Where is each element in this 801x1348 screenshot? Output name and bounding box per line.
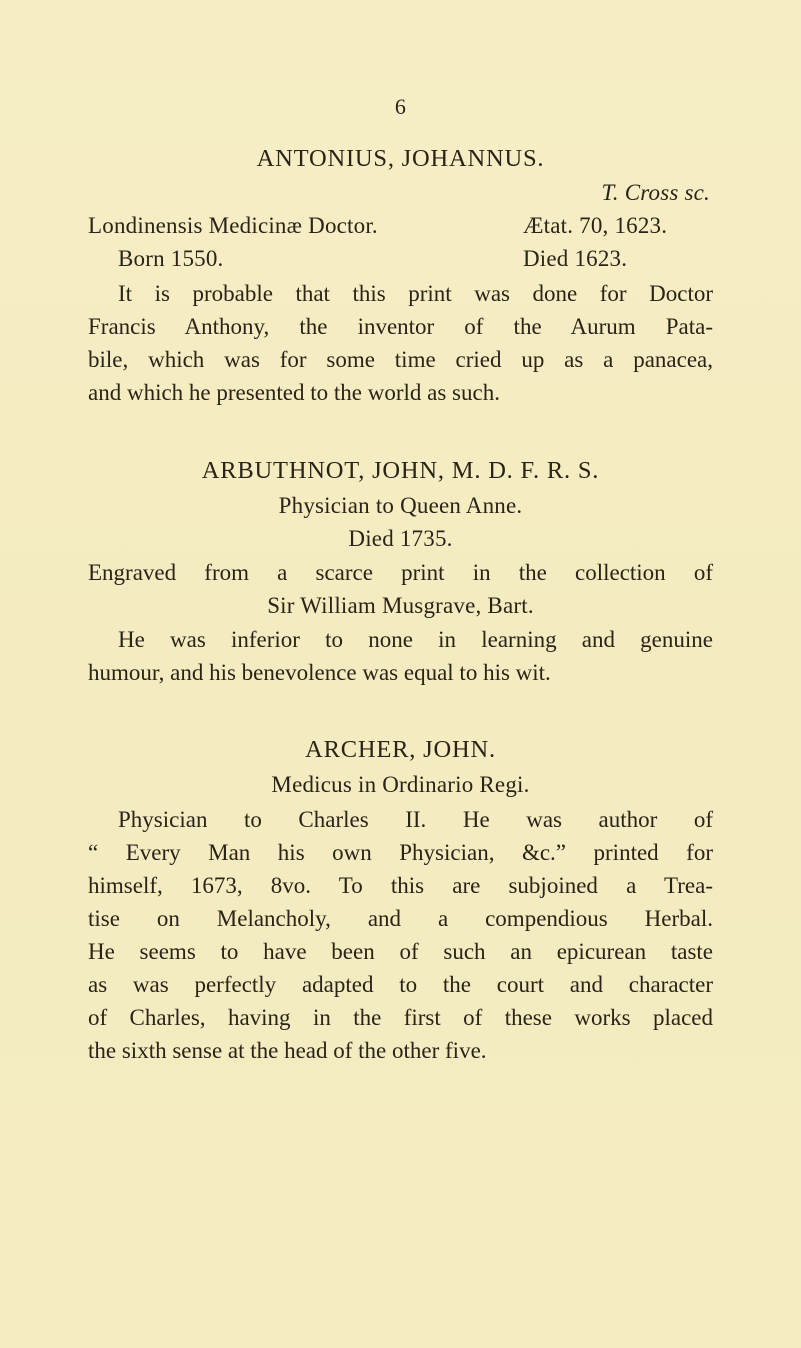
body-line: humour, and his benevolence was equal to his wit. (88, 660, 551, 685)
died-date: Died 1623. (523, 246, 628, 271)
page-number: 6 (394, 94, 407, 119)
engraver-credit: T. Cross sc. (601, 180, 710, 205)
entry-subtitle: Medicus in Ordinario Regi. (271, 772, 530, 797)
entry-title-line: Londinensis Medicinæ Doctor. (88, 213, 378, 238)
body-line: as was perfectly adapted to the court and character (88, 972, 713, 997)
entry-heading-arbuthnot: ARBUTHNOT, JOHN, M. D. F. R. S. (201, 457, 600, 484)
body-line: tise on Melancholy, and a compendious Herbal. (88, 906, 713, 931)
body-line: the sixth sense at the head of the other five. (88, 1038, 487, 1063)
body-line: of Charles, having in the first of these works placed (88, 1005, 713, 1030)
entry-subtitle: Physician to Queen Anne. (278, 493, 523, 518)
entry-heading-archer: ARCHER, JOHN. (305, 736, 496, 763)
body-line: himself, 1673, 8vo. To this are subjoined a Trea- (88, 873, 713, 898)
body-line: He was inferior to none in learning and genuine (118, 627, 713, 652)
aetat-line: Ætat. 70, 1623. (523, 213, 668, 238)
body-line: “ Every Man his own Physician, &c.” printed for (88, 840, 713, 865)
entry-heading-antonius: ANTONIUS, JOHANNUS. (256, 145, 545, 172)
body-line: Francis Anthony, the inventor of the Aurum Pata- (88, 314, 713, 339)
born-date: Born 1550. (118, 246, 224, 271)
body-line: bile, which was for some time cried up as a panacea, (88, 347, 713, 372)
body-line: and which he presented to the world as such. (88, 380, 500, 405)
body-line: Physician to Charles II. He was author of (118, 807, 713, 832)
engraved-from-line: Engraved from a scarce print in the collection of (88, 560, 713, 585)
collection-line: Sir William Musgrave, Bart. (267, 593, 534, 618)
body-line: It is probable that this print was done for Doctor (118, 281, 713, 306)
body-line: He seems to have been of such an epicurean taste (88, 939, 713, 964)
died-date: Died 1735. (348, 526, 453, 551)
